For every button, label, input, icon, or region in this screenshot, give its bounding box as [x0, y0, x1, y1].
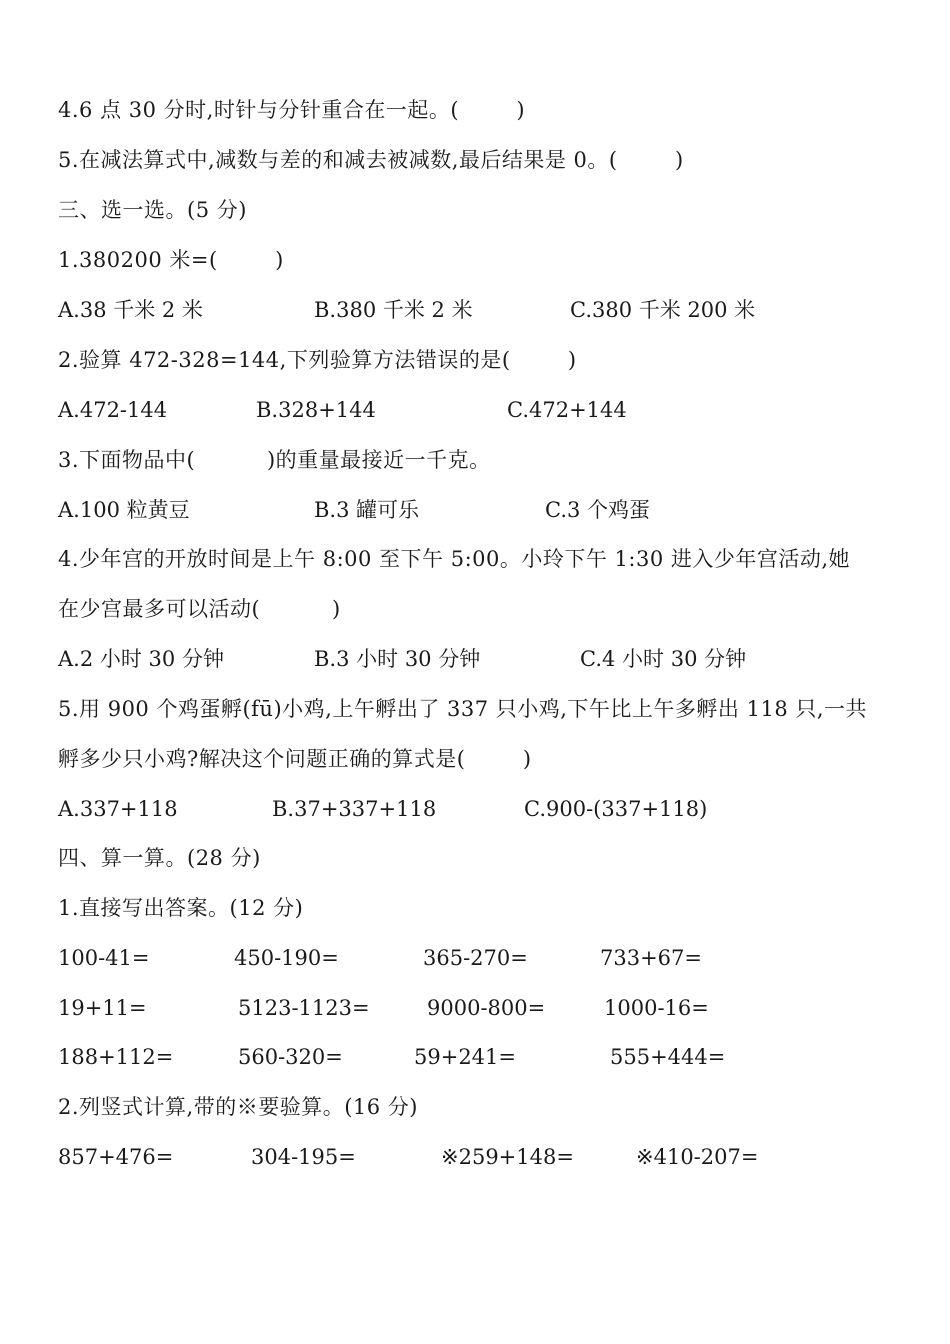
q4-option-a: A.2 小时 30 分钟: [58, 647, 224, 671]
choice-question-5-line2: 孵多少只小鸡?解决这个问题正确的算式是( ): [58, 747, 532, 771]
part-2-title: 2.列竖式计算,带的※要验算。(16 分): [58, 1095, 418, 1119]
vertical-calc-item: ※259+148=: [441, 1145, 574, 1169]
q3-option-c: C.3 个鸡蛋: [545, 498, 651, 522]
calc-item: 365-270=: [423, 946, 528, 970]
q4-option-c: C.4 小时 30 分钟: [580, 647, 747, 671]
q2-option-a: A.472-144: [58, 398, 168, 422]
q4-option-b: B.3 小时 30 分钟: [314, 647, 481, 671]
choice-question-1: 1.380200 米=( ): [58, 248, 284, 272]
calc-item: 560-320=: [238, 1045, 343, 1069]
q5-option-a: A.337+118: [58, 797, 178, 821]
vertical-calc-item: 857+476=: [58, 1145, 174, 1169]
choice-question-2: 2.验算 472-328=144,下列验算方法错误的是( ): [58, 348, 577, 372]
part-1-title: 1.直接写出答案。(12 分): [58, 896, 304, 920]
calc-item: 733+67=: [600, 946, 702, 970]
calc-item: 59+241=: [414, 1045, 516, 1069]
q1-option-c: C.380 千米 200 米: [570, 298, 756, 322]
vertical-calc-item: ※410-207=: [636, 1145, 759, 1169]
calc-item: 188+112=: [58, 1045, 174, 1069]
vertical-calc-item: 304-195=: [251, 1145, 356, 1169]
calc-item: 1000-16=: [604, 996, 709, 1020]
calc-item: 555+444=: [610, 1045, 726, 1069]
q3-option-a: A.100 粒黄豆: [58, 498, 190, 522]
section-4-title: 四、算一算。(28 分): [58, 846, 261, 870]
q5-option-b: B.37+337+118: [272, 797, 437, 821]
q3-option-b: B.3 罐可乐: [314, 498, 420, 522]
calc-item: 9000-800=: [427, 996, 546, 1020]
q2-option-b: B.328+144: [256, 398, 376, 422]
section-3-title: 三、选一选。(5 分): [58, 198, 247, 222]
choice-question-5-line1: 5.用 900 个鸡蛋孵(fū)小鸡,上午孵出了 337 只小鸡,下午比上午多孵出 118 只,一共: [58, 697, 868, 721]
choice-question-4-line1: 4.少年宫的开放时间是上午 8:00 至下午 5:00。小玲下午 1:30 进入少年宫活动,她: [58, 547, 851, 571]
judge-question-5: 5.在减法算式中,减数与差的和减去被减数,最后结果是 0。( ): [58, 148, 684, 172]
calc-item: 5123-1123=: [238, 996, 370, 1020]
q1-option-b: B.380 千米 2 米: [314, 298, 473, 322]
calc-item: 450-190=: [234, 946, 339, 970]
choice-question-4-line2: 在少宫最多可以活动( ): [58, 597, 341, 621]
calc-item: 100-41=: [58, 946, 150, 970]
q2-option-c: C.472+144: [507, 398, 627, 422]
judge-question-4: 4.6 点 30 分时,时针与分针重合在一起。( ): [58, 98, 526, 122]
q5-option-c: C.900-(337+118): [524, 797, 708, 821]
choice-question-3: 3.下面物品中( )的重量最接近一千克。: [58, 448, 491, 472]
q1-option-a: A.38 千米 2 米: [58, 298, 203, 322]
calc-item: 19+11=: [58, 996, 147, 1020]
